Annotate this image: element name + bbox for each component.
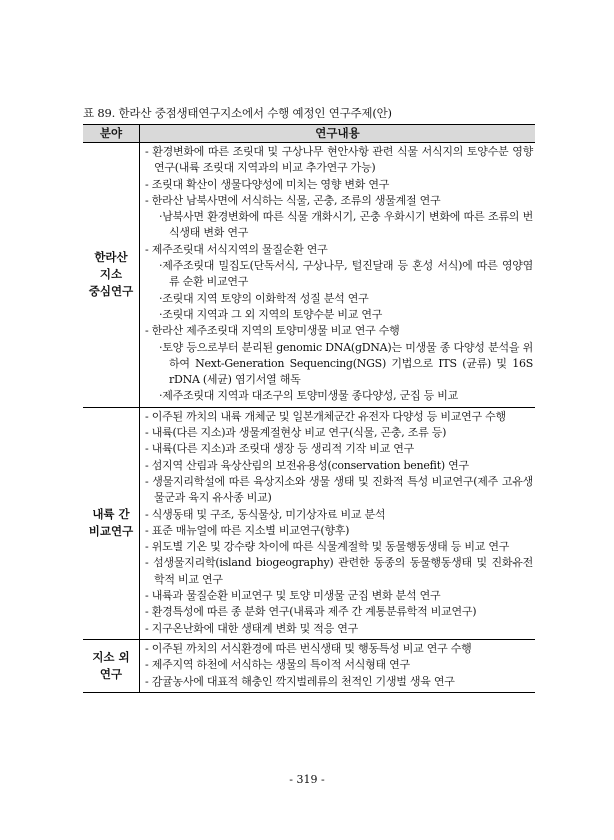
category-cell	[83, 639, 140, 692]
list-item: - 지구온난화에 대한 생태계 변화 및 적응 연구	[145, 621, 358, 635]
sub-item: ·제주조릿대 밀집도(단독서식, 구상나무, 털진달래 등 혼성 서식)에 따른 영양염류 순환 비교연구	[159, 259, 533, 289]
list-item: - 섬생물지리학(island biogeography) 관련한 동종의 동물행동생태 및 진화유전학적 비교 연구	[145, 556, 533, 586]
research-topics-table	[83, 124, 535, 693]
content-cell	[140, 143, 536, 408]
content-cell	[140, 407, 536, 639]
page-number: - 319 -	[289, 773, 325, 786]
list-item: - 생물지리학설에 따른 육상지소와 생물 생태 및 진화적 특성 비교연구(제주 고유생물군과 육지 유사종 비교)	[145, 474, 533, 505]
header-content: 연구내용	[140, 125, 536, 143]
list-item: - 제주조릿대 서식지역의 물질순환 연구	[145, 242, 328, 256]
sub-item: ·조릿대 지역 토양의 이화학적 성질 분석 연구	[159, 291, 369, 305]
list-item: - 섬지역 산림과 육상산림의 보전유용성(conservation benefit) 연구	[145, 458, 469, 472]
list-item: - 제주지역 하천에 서식하는 생물의 특이적 서식형태 연구	[145, 658, 410, 672]
list-item: - 위도별 기온 및 강수량 차이에 따른 식물계절학 및 동물행동생태 등 비교 연구	[145, 540, 510, 554]
list-item: - 식생동태 및 구조, 동식물상, 미기상자료 비교 분석	[145, 507, 386, 521]
content-cell	[140, 639, 536, 692]
list-item: - 내륙(다른 지소)과 생물계절현상 비교 연구(식물, 곤충, 조류 등)	[145, 426, 447, 440]
list-item: - 환경특성에 따른 종 분화 연구(내륙과 제주 간 계통분류학적 비교연구)	[145, 605, 477, 619]
list-item: - 내륙(다른 지소)과 조릿대 생장 등 생리적 기작 비교 연구	[145, 442, 415, 456]
category-cell	[83, 407, 140, 639]
list-item: - 감귤농사에 대표적 해충인 깍지벌레류의 천적인 기생벌 생육 연구	[145, 674, 455, 688]
sub-item: ·남북사면 환경변화에 따른 식물 개화시기, 곤충 우화시기 변화에 따른 조류의 번식생태 변화 연구	[159, 210, 533, 240]
table-row	[83, 639, 535, 692]
list-item: - 조릿대 확산이 생물다양성에 미치는 영향 변화 연구	[145, 177, 390, 191]
category-label: 지소 외 연구	[92, 649, 130, 681]
list-item: - 한라산 제주조릿대 지역의 토양미생물 비교 연구 수행	[145, 324, 400, 338]
list-item: - 환경변화에 따른 조릿대 및 구상나무 현안사항 관련 식물 서식지의 토양수분 영향연구(내륙 조릿대 지역과의 비교 추가연구 가능)	[145, 145, 533, 175]
category-label: 내륙 간 비교연구	[88, 507, 134, 539]
list-item: - 이주된 까치의 서식환경에 따른 번식생태 및 행동특성 비교 연구 수행	[145, 641, 472, 655]
list-item: - 한라산 남북사면에 서식하는 식물, 곤충, 조류의 생물계절 연구	[145, 193, 441, 207]
sub-item: ·토양 등으로부터 분리된 genomic DNA(gDNA)는 미생물 종 다양성 분석을 위하여 Next-Generation Sequencing(NGS) 기법으로 ITS (균류) 및 16S rDNA (세균) 염기서열 해독	[159, 340, 533, 387]
table-caption: 표 89. 한라산 중점생태연구지소에서 수행 예정인 연구주제(안)	[83, 106, 392, 120]
sub-item: ·제주조릿대 지역과 대조구의 토양미생물 종다양성, 군집 등 비교	[159, 389, 458, 403]
table-row	[83, 143, 535, 408]
list-item: - 표준 매뉴얼에 따른 지소별 비교연구(향후)	[145, 523, 350, 537]
list-item: - 이주된 까치의 내륙 개체군 및 일본개체군간 유전자 다양성 등 비교연구 수행	[145, 409, 506, 423]
category-cell	[83, 143, 140, 408]
table-header-row	[83, 125, 535, 143]
header-category: 분야	[83, 125, 140, 143]
sub-item: ·조릿대 지역과 그 외 지역의 토양수분 비교 연구	[159, 307, 383, 321]
category-label: 한라산 지소 중심연구	[88, 250, 134, 299]
list-item: - 내륙과 물질순환 비교연구 및 토양 미생물 군집 변화 분석 연구	[145, 589, 441, 603]
table-row	[83, 407, 535, 639]
